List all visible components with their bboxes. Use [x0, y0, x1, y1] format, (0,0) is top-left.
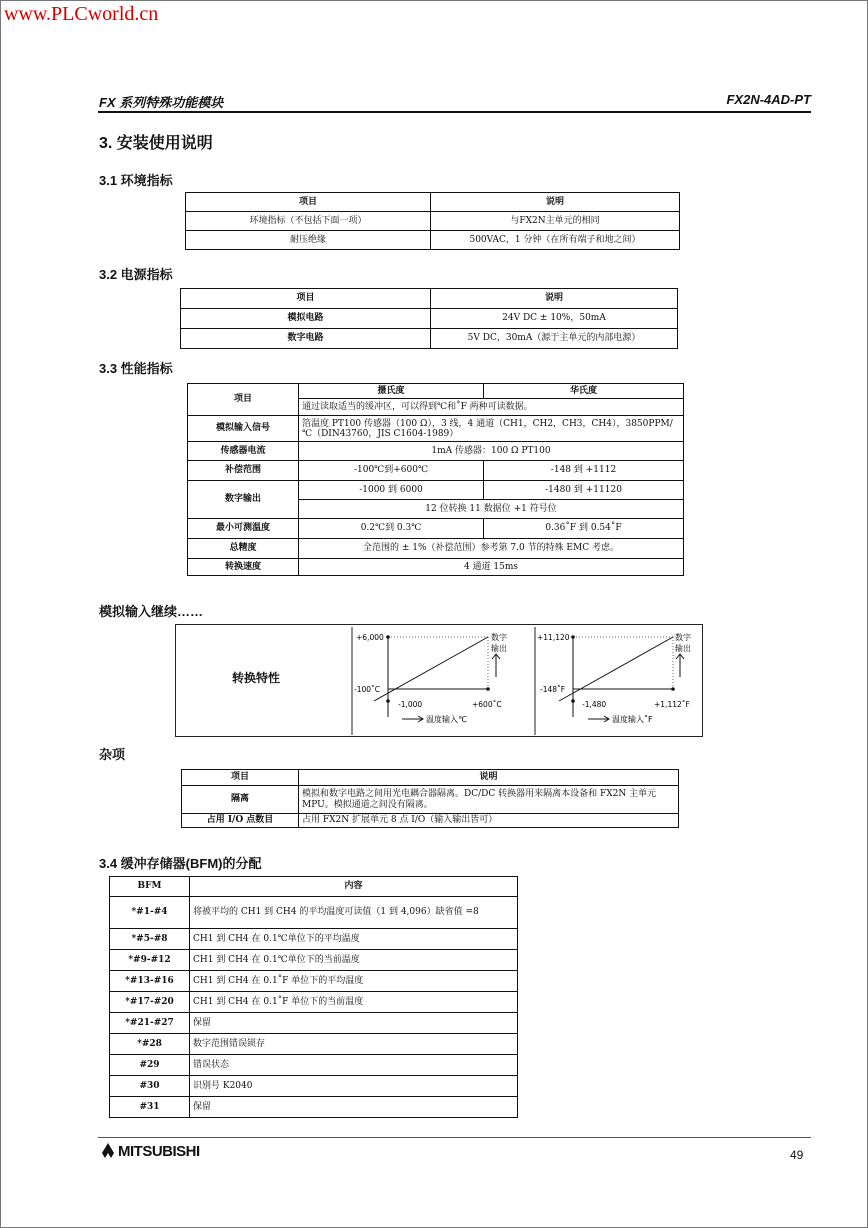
perf-head-fahrenheit: 华氏度 [484, 384, 684, 399]
perf-value-fahrenheit: -1480 到 +11120 [484, 481, 684, 500]
chart-c-ymax: +6,000 [356, 633, 384, 642]
bfm-row [110, 929, 518, 950]
bfm-address: *#9-#12 [110, 950, 190, 971]
bfm-address: *#28 [110, 1034, 190, 1055]
page-number: 49 [790, 1148, 804, 1162]
perf-value-fahrenheit: -148 到 +1112 [484, 461, 684, 481]
perf-label: 总精度 [188, 539, 299, 559]
misc-label: 占用 I/O 点数目 [182, 814, 299, 828]
misc-value: 占用 FX2N 扩展单元 8 点 I/O（输入输出皆可） [299, 814, 679, 828]
header-rule [98, 111, 811, 113]
env-head-item: 项目 [186, 193, 431, 212]
bfm-content: 识别号 K2040 [190, 1076, 518, 1097]
env-row-value: 500VAC，1 分钟（在所有端子和地之间） [431, 231, 680, 250]
bfm-row [110, 1076, 518, 1097]
section-title: 3. 安装使用说明 [99, 135, 213, 152]
chart-c-xlabel: 温度输入℃ [426, 715, 467, 724]
footer-rule [98, 1137, 811, 1138]
bfm-address: #30 [110, 1076, 190, 1097]
env-row-label: 耐压绝缘 [186, 231, 431, 250]
power-table [180, 288, 678, 349]
power-head-item: 项目 [181, 289, 431, 309]
power-head-desc: 说明 [431, 289, 678, 309]
chart-f-point [571, 635, 575, 639]
chart-c-ymin: -1,000 [398, 700, 423, 709]
chart-f-xlabel: 温度输入˚F [612, 715, 653, 724]
chart-f-xmin: -148˚F [540, 685, 566, 694]
bfm-content: 保留 [190, 1097, 518, 1118]
conversion-charts-svg [176, 625, 702, 736]
bfm-content: CH1 到 CH4 在 0.1℃单位下的当前温度 [190, 950, 518, 971]
bfm-head-bfm: BFM [110, 877, 190, 897]
perf-label: 最小可测温度 [188, 519, 299, 539]
bfm-head-content: 内容 [190, 877, 518, 897]
power-row-value: 24V DC ± 10%，50mA [431, 309, 678, 329]
perf-note: 通过读取适当的缓冲区，可以得到℃和˚F 两种可读数据。 [299, 399, 684, 416]
bfm-title: 3.4 缓冲存储器(BFM)的分配 [99, 856, 262, 871]
chart-c-point [386, 699, 390, 703]
conversion-label: 转换特性 [232, 671, 281, 685]
env-head-desc: 说明 [431, 193, 680, 212]
bfm-content: 保留 [190, 1013, 518, 1034]
bfm-row [110, 1034, 518, 1055]
chart-f-ymin: -1,480 [582, 700, 607, 709]
power-row-value: 5V DC，30mA（源于主单元的内部电源） [431, 329, 678, 349]
misc-title: 杂项 [99, 747, 126, 762]
bfm-address: *#5-#8 [110, 929, 190, 950]
bfm-row [110, 1055, 518, 1076]
bfm-row [110, 992, 518, 1013]
chart-f-point [671, 687, 675, 691]
perf-value: 箔温度 PT100 传感器（100 Ω），3 线，4 通道（CH1，CH2，CH3，CH4），3850PPM/℃（DIN43760，JIS C1604-1989） [299, 416, 684, 442]
chart-c-xmin: -100˚C [354, 685, 381, 694]
perf-label: 转换速度 [188, 559, 299, 576]
mitsubishi-diamonds-icon [98, 1143, 118, 1158]
perf-title: 3.3 性能指标 [99, 361, 173, 376]
perf-value-celsius: 0.2℃到 0.3℃ [299, 519, 484, 539]
misc-label: 隔离 [182, 786, 299, 814]
bfm-row [110, 1013, 518, 1034]
perf-value-celsius: -100℃到+600℃ [299, 461, 484, 481]
analog-continued: 模拟输入继续…… [99, 604, 204, 619]
misc-value: 模拟和数字电路之间用光电耦合器隔离。DC/DC 转换器用来隔离本设备和 FX2N 主单元 MPU。模拟通道之间没有隔离。 [299, 786, 679, 814]
chart-c-point [386, 635, 390, 639]
perf-value-fahrenheit: 0.36˚F 到 0.54˚F [484, 519, 684, 539]
chart-f-out1: 数字 [675, 633, 691, 642]
env-table [185, 192, 680, 250]
bfm-content: 错误状态 [190, 1055, 518, 1076]
perf-label: 模拟输入信号 [188, 416, 299, 442]
chart-c-point [486, 687, 490, 691]
bfm-row [110, 971, 518, 992]
misc-head-desc: 说明 [299, 770, 679, 786]
perf-head-celsius: 摄氏度 [299, 384, 484, 399]
chart-c-xmax: +600˚C [472, 700, 502, 709]
perf-value-celsius: -1000 到 6000 [299, 481, 484, 500]
chart-f-out2: 输出 [675, 644, 691, 653]
header-series: FX 系列特殊功能模块 [99, 95, 224, 110]
chart-c-line [374, 637, 488, 701]
perf-label: 补偿范围 [188, 461, 299, 481]
chart-c-out1: 数字 [491, 633, 507, 642]
watermark-link[interactable]: www.PLCworld.cn [4, 3, 159, 25]
chart-f-line [559, 637, 673, 701]
bfm-content: CH1 到 CH4 在 0.1˚F 单位下的当前温度 [190, 992, 518, 1013]
bfm-address: *#1-#4 [110, 897, 190, 929]
chart-f-point [571, 699, 575, 703]
perf-value: 12 位转换 11 数据位 +1 符号位 [299, 500, 684, 519]
power-row-label: 数字电路 [181, 329, 431, 349]
perf-value: 全范围的 ± 1%（补偿范围）参考第 7.0 节的特殊 EMC 考虑。 [299, 539, 684, 559]
bfm-row [110, 897, 518, 929]
env-row-value: 与FX2N主单元的相同 [431, 212, 680, 231]
bfm-address: #31 [110, 1097, 190, 1118]
bfm-row [110, 1097, 518, 1118]
misc-head-item: 项目 [182, 770, 299, 786]
bfm-address: *#21-#27 [110, 1013, 190, 1034]
power-title: 3.2 电源指标 [99, 267, 173, 282]
bfm-content: CH1 到 CH4 在 0.1℃单位下的平均温度 [190, 929, 518, 950]
bfm-content: 数字范围错误锁存 [190, 1034, 518, 1055]
bfm-row [110, 950, 518, 971]
perf-value: 4 通道 15ms [299, 559, 684, 576]
chart-f-xmax: +1,112˚F [654, 700, 690, 709]
conversion-chart-box [175, 624, 703, 737]
bfm-content: 将被平均的 CH1 到 CH4 的平均温度可读值（1 到 4,096）缺省值 =8 [190, 897, 518, 929]
bfm-address: #29 [110, 1055, 190, 1076]
bfm-address: *#13-#16 [110, 971, 190, 992]
perf-label: 传感器电流 [188, 442, 299, 461]
bfm-table [109, 876, 518, 1118]
env-title: 3.1 环境指标 [99, 173, 173, 188]
bfm-address: *#17-#20 [110, 992, 190, 1013]
mitsubishi-logo-text: MITSUBISHI [118, 1143, 200, 1160]
bfm-content: CH1 到 CH4 在 0.1˚F 单位下的平均温度 [190, 971, 518, 992]
chart-c-out2: 输出 [491, 644, 507, 653]
mitsubishi-logo [98, 1143, 200, 1160]
perf-value: 1mA 传感器：100 Ω PT100 [299, 442, 684, 461]
chart-f-ymax: +11,120 [537, 633, 570, 642]
perf-head-item: 项目 [188, 384, 299, 416]
power-row-label: 模拟电路 [181, 309, 431, 329]
perf-table [187, 383, 684, 576]
perf-label: 数字输出 [188, 481, 299, 519]
misc-table [181, 769, 679, 828]
env-row-label: 环境指标（不包括下面一项） [186, 212, 431, 231]
header-model: FX2N-4AD-PT [726, 92, 811, 107]
